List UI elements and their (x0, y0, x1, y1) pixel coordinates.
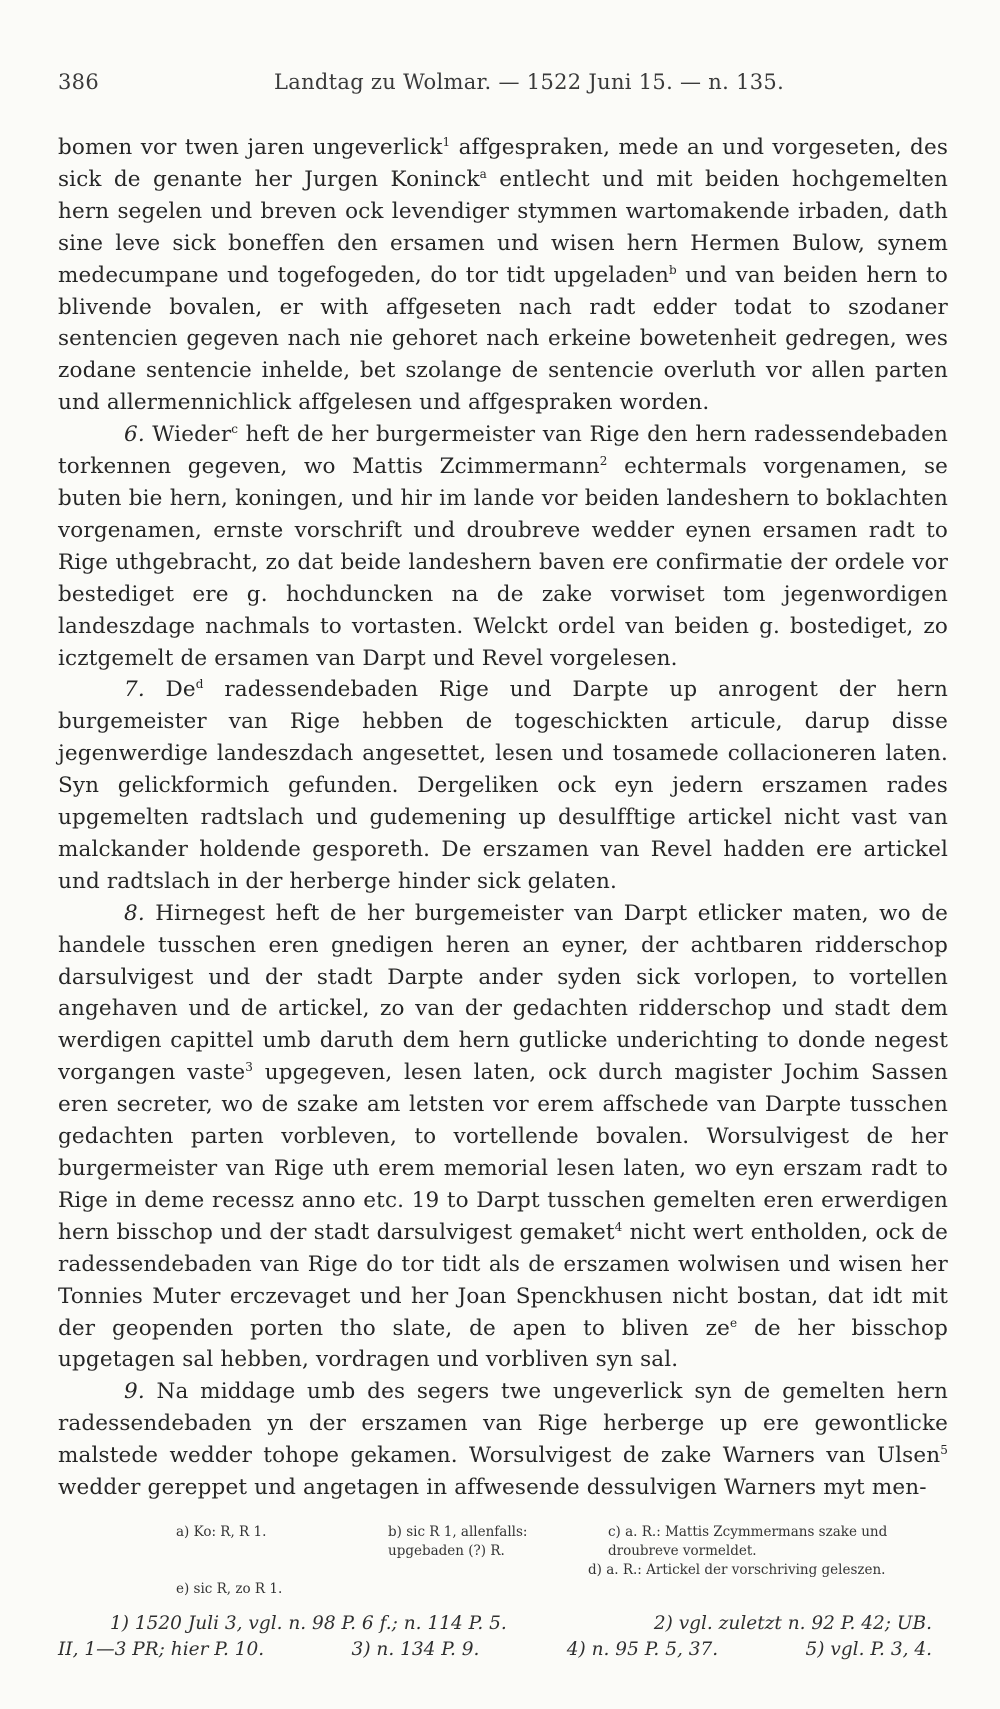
text-run: radessendebaden Rige und Darpte up anrogent der hern burgemeister van Rige hebben de togeschickten articule, darup disse jegenwerdige landeszdach angesettet, lesen und tosamede collacioneren laten. Syn gelickformich gefunden. Dergeliken ock eyn jedern erszamen rades upgemelten radtslach und gudemening up desulfftige artickel nicht vast van malckander holdende gesporeth. De erszamen van Revel hadden ere artickel und radtslach in der herberge hinder sick gelaten. (58, 677, 948, 894)
footnote-ref-c[interactable]: c (231, 422, 239, 437)
text-run: Na middage umb des segers twe ungeverlick syn de gemelten hern radessendebaden yn der erszamen van Rige herberge up ere gewontlicke malstede wedder tohope gekamen. Worsulvigest de zake Warners van Ulsen (58, 1379, 948, 1469)
paragraph-section-9 (58, 1376, 948, 1504)
apparatus-row (176, 1561, 948, 1580)
page-number: 386 (58, 70, 99, 94)
paragraph-section-8 (58, 898, 948, 1377)
footnote-ref-2[interactable]: 2 (599, 454, 608, 469)
paragraph-section-7 (58, 674, 948, 897)
text-run: de her bisschop upgetagen sal hebben, vordragen und vorbliven syn sal. (58, 1315, 948, 1373)
footnote-b: b) sic R 1, allenfalls: upgebaden (?) R. (388, 1523, 528, 1559)
footnote-4: 4) n. 95 P. 5, 37. (566, 1638, 719, 1660)
running-head (58, 70, 948, 108)
historical-footnotes (58, 1611, 948, 1663)
footnote-ref-e[interactable]: e (729, 1315, 738, 1330)
running-head-title: Landtag zu Wolmar. — 1522 Juni 15. — n. 135. (274, 70, 785, 94)
text-run: Hirnegest heft de her burgemeister van Darpt etlicker maten, wo de handele tusschen eren gnedigen heren an eyner, der achtbaren ridderschop darsulvigest und der stadt Darpte ander syden sick vorlopen, to vortellen angehaven und de artickel, zo van der gedachten ridderschop und stadt dem werdigen capittel umb daruth dem hern gutlicke underichting to donde negest vorgangen vaste (58, 900, 948, 1086)
footnote-e: e) sic R, zo R 1. (176, 1580, 283, 1597)
apparatus-row (176, 1523, 948, 1561)
body-text (58, 132, 948, 1504)
footnote-line (58, 1611, 948, 1637)
footnote-ref-1[interactable]: 1 (442, 135, 451, 149)
paragraph-section-6 (58, 419, 948, 674)
text-run: entlecht und mit beiden hochgemelten hern segelen und breven ock levendiger stymmen wartomakende irbaden, dath sine leve sick boneffen den ersamen und wisen hern Hermen Bulow, synem medecumpane und togefogeden, do tor tidt upgeladen (58, 166, 949, 288)
footnote-ref-3[interactable]: 3 (245, 1060, 254, 1075)
text-run: und van beiden hern to blivende bovalen, er with affgeseten nach radt edder todat to szodaner sentencien gegeven nach nie gehoret nach erkeine bowetenheit gedregen, wes zodane sentencie inhelde, bet szolange de sentencie overluth vor allen parten und allermennichlick affgelesen und affgespraken worden. (58, 262, 948, 416)
footnote-ref-4[interactable]: 4 (614, 1219, 623, 1234)
text-run: echtermals vorgenamen, se buten bie hern, koningen, und hir im lande vor beiden landeshern to boklachten vorgenamen, ernste vorschrift und droubreve wedder eynen ersamen radt to Rige uthgebracht, zo dat beide landeshern baven ere confirmatie der ordele vor bestediget ere g. hochduncken na de zake vorwiset tom jegenwordigen landeszdage nachmals to vortasten. Welckt ordel van beiden g. bostediget, zo icztgemelt de ersamen van Darpt und Revel vorgelesen. (58, 454, 948, 671)
section-number: 8. (124, 900, 145, 926)
document-page (58, 70, 948, 1663)
section-number: 9. (124, 1379, 145, 1405)
footnote-d: d) a. R.: Artickel der vorschriving geleszen. (588, 1561, 886, 1578)
section-number: 6. (124, 422, 145, 448)
text-run: heft de her burgermeister van Rige den hern radessendebaden torkennen gegeven, wo Mattis Zcimmermann (58, 422, 948, 480)
footnote-3: 3) n. 134 P. 9. (351, 1638, 480, 1660)
text-run: affgespraken, mede an und vorgeseten, des sick de genante her Jurgen Koninck (58, 135, 949, 192)
paragraph-intro (58, 132, 948, 419)
text-run: wedder gereppet und angetagen in affwesende dessulvigen Warners myt men- (58, 1475, 927, 1501)
footnote-2: 2) vgl. zuletzt n. 92 P. 42; UB. (653, 1612, 932, 1634)
text-run: upgegeven, lesen laten, ock durch magister Jochim Sassen eren secreter, wo de szake am letsten vor erem affschede van Darpte tusschen gedachten parten vorbleven, to vortellende bovalen. Worsulvigest de her burgermeister van Rige uth erem memorial lesen laten, wo eyn erszam radt to Rige in deme recessz anno etc. 19 to Darpt tusschen gemelten eren erwerdigen hern bisschop und der stadt darsulvigest gemaket (58, 1060, 949, 1245)
text-run: De (144, 677, 196, 703)
footnote-ref-a[interactable]: a (479, 166, 487, 181)
critical-apparatus (58, 1523, 948, 1599)
text-run: nicht wert entholden, ock de radessendebaden van Rige do tor tidt als de erszamen wolwisen und wisen her Tonnies Muter erczevaget und her Joan Spenckhusen nicht bostan, dat idt mit der geopenden porten tho slate, de apen to bliven ze (58, 1219, 948, 1341)
section-number: 7. (124, 677, 145, 703)
footnote-ref-5[interactable]: 5 (940, 1443, 948, 1458)
footnote-c: c) a. R.: Mattis Zcymmermans szake und droubreve vormeldet. (608, 1523, 888, 1559)
text-run: Wieder (144, 422, 232, 448)
text-run: bomen vor twen jaren ungeverlick (58, 135, 443, 160)
footnote-a: a) Ko: R, R 1. (176, 1523, 267, 1540)
footnote-line (58, 1637, 948, 1663)
footnote-ref-d[interactable]: d (195, 677, 204, 692)
footnote-2-continuation: II, 1—3 PR; hier P. 10. (58, 1638, 265, 1660)
footnote-5: 5) vgl. P. 3, 4. (805, 1638, 932, 1660)
footnote-1: 1) 1520 Juli 3, vgl. n. 98 P. 6 f.; n. 114 P. 5. (110, 1612, 507, 1634)
footnote-ref-b[interactable]: b (668, 262, 677, 277)
apparatus-row (176, 1580, 948, 1599)
